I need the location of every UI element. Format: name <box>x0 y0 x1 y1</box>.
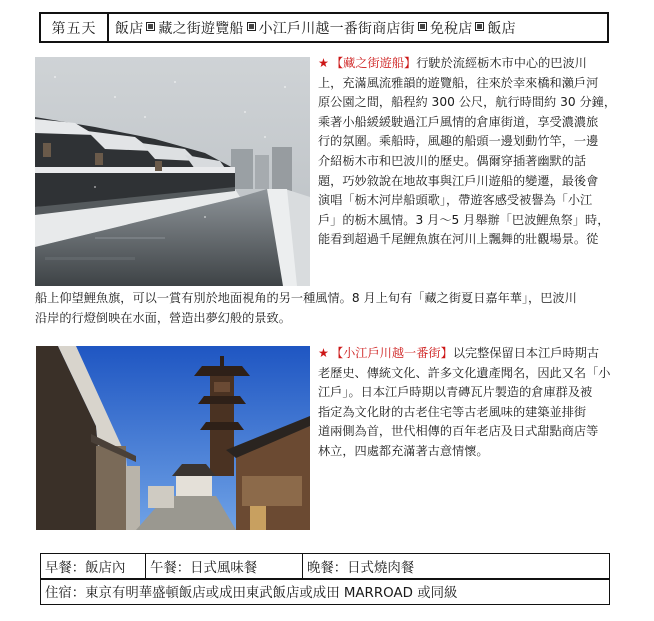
text-line: 行的氛圍。乘船時，風趣的船頭一邊划動竹竿，一邊 <box>318 134 599 149</box>
route-stop: 飯店 <box>487 20 516 37</box>
breakfast-cell: 早餐：飯店內 <box>41 554 146 579</box>
separator-square-icon <box>247 22 256 31</box>
text-line: 能看到超過千尾鯉魚旗在河川上飄舞的壯觀場景。從 <box>318 232 599 247</box>
route-list <box>109 18 516 38</box>
text-line: 戶」的栃木風情。3 月～5 月舉辦「巴波鯉魚祭」時， <box>318 212 610 227</box>
text-line: 江戶」。日本江戶時期以青磚瓦片製造的倉庫群及被 <box>318 385 593 400</box>
separator-square-icon <box>418 22 427 31</box>
text-line: 船上仰望鯉魚旗，可以一賞有別於地面視角的另一種風情。8 月上旬有「藏之街夏日嘉年華」，巴波川 <box>35 291 577 305</box>
text-line: 演唱「栃木河岸船頭歌」，帶遊客感受被譽為「小江 <box>318 193 593 208</box>
route-stop: 藏之街遊覽船 <box>158 20 244 37</box>
text-line: 道兩側為首，世代相傳的百年老店及日式甜點商店等 <box>318 424 599 439</box>
text-line: 沿岸的行燈倒映在水面，營造出夢幻般的景致。 <box>35 310 291 325</box>
dinner-cell: 晚餐：日式燒肉餐 <box>307 561 415 576</box>
text-line: 原公園之間，船程約 300 公尺，航行時間約 30 分鐘， <box>318 95 617 110</box>
separator-square-icon <box>475 22 484 31</box>
text-line: 上，充滿風流雅韻的遊覽船，往來於幸來橋和瀨戶河 <box>318 75 599 90</box>
red-star-icon: ★ <box>318 346 329 360</box>
day-header-bar <box>39 12 609 43</box>
route-stop: 小江戶川越一番街商店街 <box>258 20 415 37</box>
kawagoe-title: 【小江戶川越一番街】 <box>330 346 453 360</box>
text-line: 老歷史、傳統文化、許多文化遺產聞名，因此又名「小 <box>318 365 611 380</box>
text-line: 林立，四處都充滿著古意情懷。 <box>318 443 489 458</box>
lunch-cell: 午餐：日式風味餐 <box>146 554 303 579</box>
route-stop: 免稅店 <box>429 20 473 37</box>
snowy-canal-photo <box>35 57 310 286</box>
route-stop: 飯店 <box>115 20 144 37</box>
text-line: 指定為文化財的古老住宅等古老風味的建築並排街 <box>318 404 587 419</box>
text-line: 以完整保留日本江戶時期古 <box>452 346 600 360</box>
red-star-icon: ★ <box>318 56 329 70</box>
text-line: 題，巧妙敘說在地故事與江戶川遊船的變遷，最後會 <box>318 173 599 188</box>
boat-tour-description <box>318 54 618 250</box>
meals-row <box>40 553 610 580</box>
boat-tour-title: 【藏之街遊船】 <box>330 56 417 70</box>
separator-square-icon <box>146 22 155 31</box>
kawagoe-description <box>318 344 618 462</box>
accommodation-row: 住宿：東京有明華盛頓飯店或成田東武飯店或成田 MARROAD 或同級 <box>40 578 610 605</box>
text-line: 乘著小船緩緩駛過江戶風情的倉庫街道，享受濃濃旅 <box>318 114 599 129</box>
text-line: 介紹栃木市和巴波川的歷史。偶爾穿插著幽默的話 <box>318 153 587 168</box>
text-line: 行駛於流經栃木市中心的巴波川 <box>416 56 587 70</box>
boat-tour-description-continued <box>35 289 618 328</box>
day-label: 第五天 <box>41 14 109 41</box>
bell-tower-street-photo <box>36 346 310 530</box>
